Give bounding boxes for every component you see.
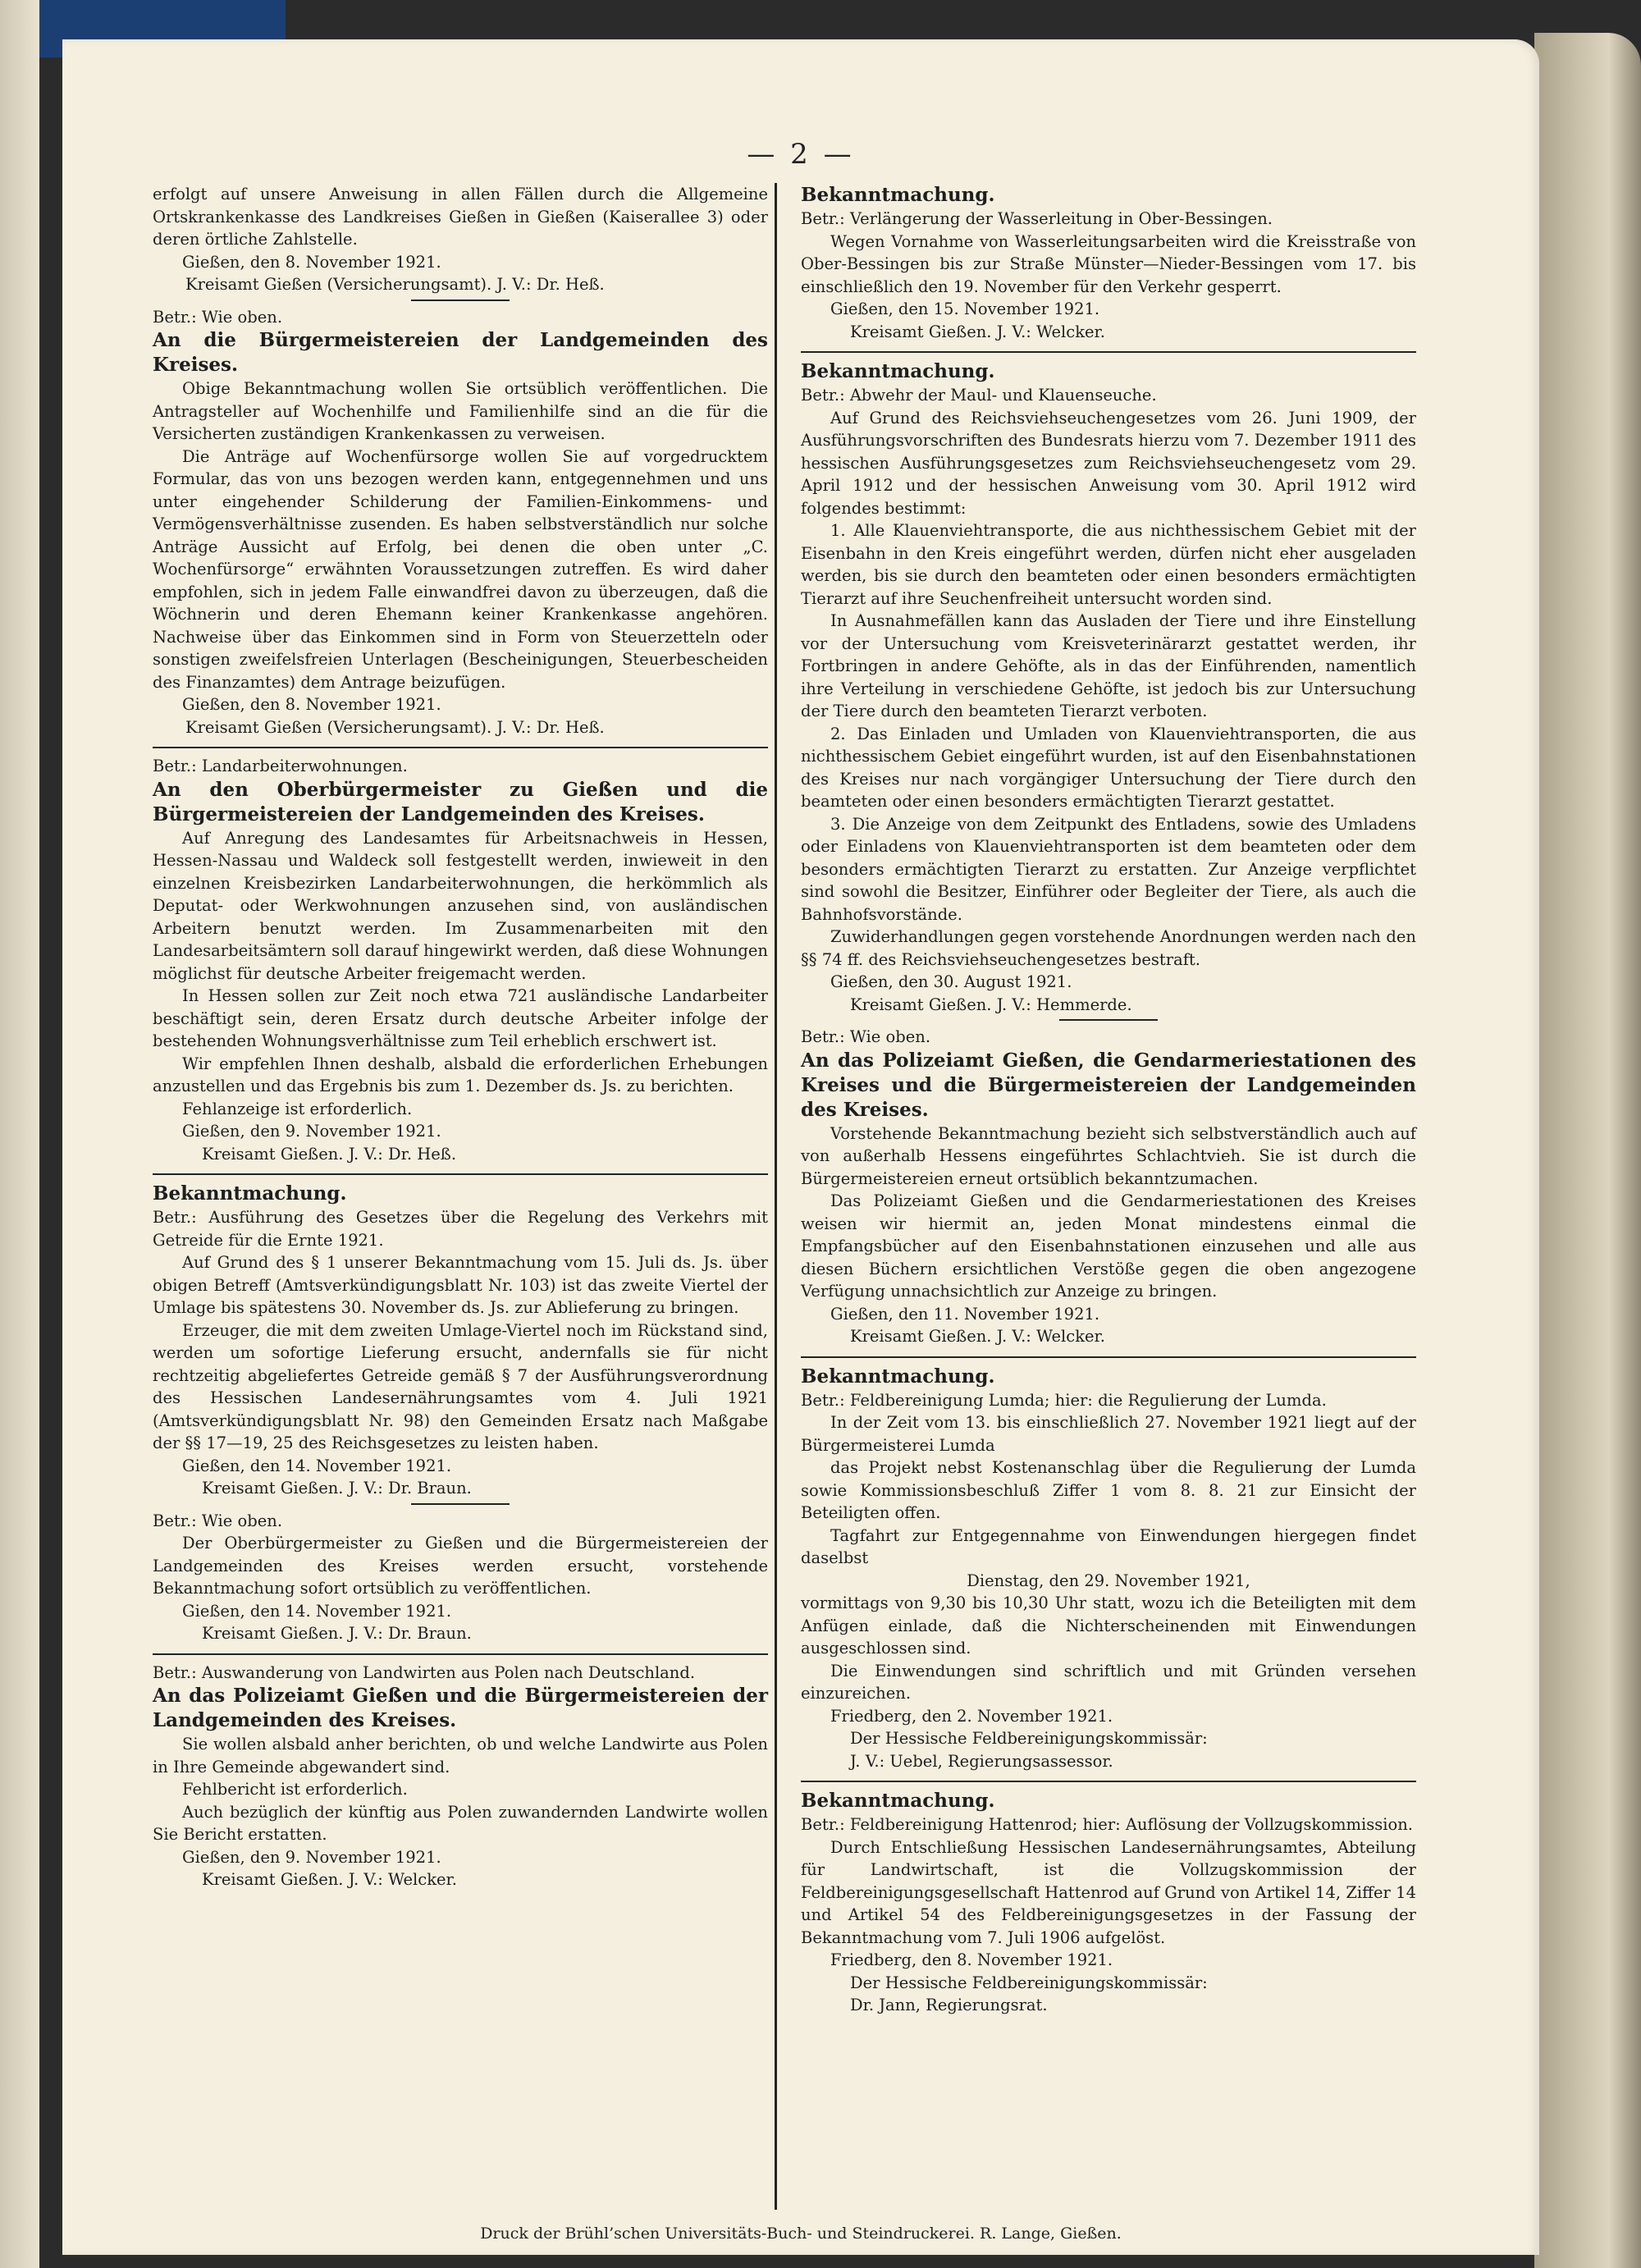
signature-line: Kreisamt Gießen. J. V.: Welcker. [850, 1327, 1105, 1346]
paragraph: Betr.: Feldbereinigung Hattenrod; hier: Auflösung der Vollzugskommission. [801, 1815, 1413, 1834]
paragraph: Auf Grund des Reichsviehseuchengesetzes vom 26. Juni 1909, der Ausführungsvorschriften des Bundesrats hierzu vom 7. Dezember 1911 des hessischen Ausführungsgesetzes zum Reichsviehseuchengesetz vom 29. April 1912 und der hessischen Anweisung vom 30. April 1912 wird folgendes bestimmt: [801, 408, 1416, 518]
paragraph: In der Zeit vom 13. bis einschließlich 27. November 1921 liegt auf der Bürgermeisterei Lumda [801, 1413, 1416, 1455]
paragraph: Betr.: Landarbeiterwohnungen. [153, 757, 408, 775]
section-heading: Bekanntmachung. [801, 1790, 995, 1812]
right-column [801, 183, 1416, 2017]
paragraph: Gießen, den 8. November 1921. [182, 695, 441, 714]
section-rule [801, 1781, 1416, 1782]
signature-line: J. V.: Uebel, Regierungsassessor. [850, 1751, 1113, 1771]
section-rule [801, 1356, 1416, 1358]
left-column [153, 183, 768, 1891]
paragraph: Fehlanzeige ist erforderlich. [182, 1099, 413, 1118]
paragraph: 3. Die Anzeige von dem Zeitpunkt des Entladens, sowie des Umladens oder Einladens von Klauenviehtransporten ist dem beamteten oder dem besonders ermächtigten Tierarzt zu erstatten. Zur Anzeige verpflichtet sind sowohl die Besitzer, Einführer oder Begleiter der Tiere, als auch die Bahnhofsvorstände. [801, 814, 1416, 924]
paragraph: Gießen, den 14. November 1921. [182, 1456, 452, 1475]
signature-line: Kreisamt Gießen. J. V.: Welcker. [202, 1870, 457, 1889]
paragraph: Gießen, den 11. November 1921. [830, 1304, 1100, 1324]
section-heading: Bekanntmachung. [153, 1182, 347, 1205]
paragraph: Betr.: Verlängerung der Wasserleitung in Ober-Bessingen. [801, 209, 1273, 228]
section-heading: An die Bürgermeistereien der Landgemeinden des Kreises. [153, 329, 768, 376]
paragraph: Wegen Vornahme von Wasserleitungsarbeiten wird die Kreisstraße von Ober-Bessingen bis zur Straße Münster—Nieder-Bessingen vom 17. bis einschließlich den 19. November für den Verkehr gesperrt. [801, 231, 1416, 296]
paragraph: Gießen, den 15. November 1921. [830, 300, 1100, 318]
signature-line: Kreisamt Gießen (Versicherungsamt). J. V.: Dr. Heß. [185, 275, 605, 294]
paragraph: erfolgt auf unsere Anweisung in allen Fällen durch die Allgemeine Ortskrankenkasse des Landkreises Gießen in Gießen (Kaiserallee 3) oder deren örtliche Zahlstelle. [153, 185, 768, 249]
paragraph: Zuwiderhandlungen gegen vorstehende Anordnungen werden nach den §§ 74 ff. des Reichsviehseuchengesetzes bestraft. [801, 927, 1416, 969]
page-number: — 2 — [747, 138, 855, 171]
signature-line: Kreisamt Gießen. J. V.: Welcker. [850, 322, 1105, 341]
section-heading: An das Polizeiamt Gießen, die Gendarmeriestationen des Kreises und die Bürgermeistereien der Landgemeinden des Kreises. [801, 1049, 1416, 1121]
paragraph: In Hessen sollen zur Zeit noch etwa 721 ausländische Landarbeiter beschäftigt sein, deren Ersatz durch deutsche Arbeiter infolge der bestehenden Wohnungsverhältnisse zum Teil erheblich erschwert ist. [153, 986, 768, 1050]
paragraph: das Projekt nebst Kostenanschlag über die Regulierung der Lumda sowie Kommissionsbeschluß Ziffer 1 vom 8. 8. 21 zur Einsicht der Beteiligten offen. [801, 1458, 1416, 1522]
section-heading: Bekanntmachung. [801, 360, 995, 382]
paragraph: Betr.: Wie oben. [153, 307, 283, 327]
section-heading: Bekanntmachung. [801, 1365, 995, 1388]
section-heading: An das Polizeiamt Gießen und die Bürgermeistereien der Landgemeinden des Kreises. [153, 1685, 768, 1731]
paragraph: Betr.: Auswanderung von Landwirten aus Polen nach Deutschland. [153, 1662, 696, 1682]
signature-line: Der Hessische Feldbereinigungskommissär: [850, 1973, 1208, 1992]
paragraph: Auf Anregung des Landesamtes für Arbeitsnachweis in Hessen, Hessen-Nassau und Waldeck soll festgestellt werden, inwieweit in den einzelnen Kreisbezirken Landarbeiterwohnungen, die herkömmlich als Deputat- oder Werkwohnungen anzusehen sind, von ausländischen Arbeitern benutzt werden. Im Zusammenarbeiten mit den Landesarbeitsämtern soll darauf hingewirkt werden, daß diese Wohnungen möglichst für deutsche Arbeiter freigemacht werden. [153, 828, 768, 983]
paragraph: Betr.: Ausführung des Gesetzes über die Regelung des Verkehrs mit Getreide für die Ernte 1921. [153, 1208, 768, 1250]
paragraph: Vorstehende Bekanntmachung bezieht sich selbstverständlich auch auf von außerhalb Hessens eingeführtes Schlachtvieh. Sie ist durch die Bürgermeistereien erneut ortsüblich bekanntzumachen. [801, 1123, 1416, 1188]
paragraph: Friedberg, den 8. November 1921. [830, 1950, 1113, 1969]
facing-page-edge [0, 0, 39, 2268]
signature-line: Kreisamt Gießen. J. V.: Hemmerde. [850, 995, 1132, 1014]
paragraph: Gießen, den 30. August 1921. [830, 972, 1072, 991]
section-heading: Bekanntmachung. [801, 184, 995, 206]
paragraph: vormittags von 9,30 bis 10,30 Uhr statt, wozu ich die Beteiligten mit dem Anfügen einlade, daß die Nichterscheinenden mit Einwendungen ausgeschlossen sind. [801, 1594, 1416, 1658]
paragraph: Erzeuger, die mit dem zweiten Umlage-Viertel noch im Rückstand sind, werden um sofortige Lieferung ersucht, andernfalls sie für nicht rechtzeitig abgeliefertes Getreide gemäß § 7 der Ausführungsverordnung des Hessischen Landesernährungsamtes vom 4. Juli 1921 (Amtsverkündigungsblatt Nr. 98) den Gemeinden Ersatz nach Maßgabe der §§ 17—19, 25 des Reichsgesetzes zu leisten haben. [153, 1320, 768, 1452]
paragraph: Betr.: Feldbereinigung Lumda; hier: die Regulierung der Lumda. [801, 1390, 1327, 1410]
paragraph: Auch bezüglich der künftig aus Polen zuwandernden Landwirte wollen Sie Bericht erstatten. [153, 1802, 768, 1844]
short-rule [1059, 1019, 1158, 1021]
section-rule [801, 351, 1416, 353]
paragraph: Gießen, den 8. November 1921. [182, 252, 441, 272]
signature-line: Kreisamt Gießen (Versicherungsamt). J. V.: Dr. Heß. [185, 717, 605, 737]
paragraph: Fehlbericht ist erforderlich. [182, 1780, 408, 1799]
paragraph: In Ausnahmefällen kann das Ausladen der Tiere und ihre Einstellung vor der Untersuchung vom Kreisveterinärarzt gestattet werden, ihr Fortbringen in andere Gehöfte, als in das der Einführenden, namentlich ihre Verteilung in verschiedene Gehöfte, ist jedoch bis zur Untersuchung der Tiere durch den beamteten Tierarzt verboten. [801, 611, 1416, 720]
paragraph: Gießen, den 14. November 1921. [182, 1601, 452, 1621]
paragraph: Durch Entschließung Hessischen Landesernährungsamtes, Abteilung für Landwirtschaft, ist die Vollzugskommission der Feldbereinigungsgesellschaft Hattenrod auf Grund von Artikel 14, Ziffer 14 und Artikel 54 des Feldbereinigungsgesetzes in der Fassung der Bekanntmachung vom 7. Juli 1906 aufgelöst. [801, 1837, 1416, 1947]
column-divider [775, 183, 777, 2210]
signature-line: Kreisamt Gießen. J. V.: Dr. Braun. [202, 1479, 472, 1498]
section-rule [153, 747, 768, 748]
paragraph: Betr.: Abwehr der Maul- und Klauenseuche. [801, 386, 1157, 405]
signature-line: Kreisamt Gießen. J. V.: Dr. Heß. [202, 1144, 457, 1164]
paragraph: Tagfahrt zur Entgegennahme von Einwendungen hiergegen findet daselbst [801, 1525, 1416, 1567]
paragraph: 2. Das Einladen und Umladen von Klauenviehtransporten, die aus nichthessischem Gebiet eingeführt wurden, ist auf den Eisenbahnstationen des Kreises nur nach vorgängiger Untersuchung der Tiere durch den beamteten oder einen besonders ermächtigten Tierarzt gestattet. [801, 724, 1416, 811]
paragraph: 1. Alle Klauenviehtransporte, die aus nichthessischem Gebiet mit der Eisenbahn in den Kreis eingeführt werden, dürfen nicht eher ausgeladen werden, bis sie durch den beamteten oder einen besonders ermächtigten Tierarzt auf ihre Seuchenfreiheit untersucht worden sind. [801, 521, 1416, 608]
paragraph: Das Polizeiamt Gießen und die Gendarmeriestationen des Kreises weisen wir hiermit an, jeden Monat mindestens einmal die Empfangsbücher auf den Eisenbahnstationen einzusehen und alle aus diesen Büchern ersichtlichen Verstöße gegen die oben angezogene Verfügung unnachsichtlich zur Anzeige zu bringen. [801, 1191, 1416, 1301]
short-rule [411, 300, 510, 301]
paragraph: Gießen, den 9. November 1921. [182, 1122, 441, 1141]
paragraph: Obige Bekanntmachung wollen Sie ortsüblich veröffentlichen. Die Antragsteller auf Wochenhilfe und Familienhilfe sind an die für die Versicherten zuständigen Krankenkassen zu verweisen. [153, 379, 768, 443]
printer-imprint: Druck der Brühl’schen Universitäts-Buch- und Steindruckerei. R. Lange, Gießen. [480, 2225, 1122, 2243]
paragraph: Auf Grund des § 1 unserer Bekanntmachung vom 15. Juli ds. Js. über obigen Betreff (Amtsverkündigungsblatt Nr. 103) ist das zweite Viertel der Umlage bis spätestens 30. November ds. Js. zur Ablieferung zu bringen. [153, 1253, 768, 1317]
paragraph: Betr.: Wie oben. [153, 1511, 283, 1530]
paragraph: Wir empfehlen Ihnen deshalb, alsbald die erforderlichen Erhebungen anzustellen und das Ergebnis bis zum 1. Dezember ds. Js. zu berichten. [153, 1054, 768, 1095]
document-page [62, 39, 1539, 2255]
paragraph: Die Einwendungen sind schriftlich und mit Gründen versehen einzureichen. [801, 1661, 1416, 1703]
paragraph: Betr.: Wie oben. [801, 1027, 931, 1046]
paragraph: Dienstag, den 29. November 1921, [967, 1571, 1250, 1590]
paragraph: Der Oberbürgermeister zu Gießen und die Bürgermeistereien der Landgemeinden des Kreises werden ersucht, vorstehende Bekanntmachung sofort ortsüblich zu veröffentlichen. [153, 1534, 768, 1598]
signature-line: Dr. Jann, Regierungsrat. [850, 1996, 1048, 2014]
book-page-stack [1534, 33, 1641, 2268]
paragraph: Friedberg, den 2. November 1921. [830, 1706, 1113, 1726]
section-rule [153, 1653, 768, 1655]
signature-line: Der Hessische Feldbereinigungskommissär: [850, 1729, 1208, 1748]
section-heading: An den Oberbürgermeister zu Gießen und die Bürgermeistereien der Landgemeinden des Kreises. [153, 778, 768, 825]
short-rule [411, 1503, 510, 1505]
paragraph: Gießen, den 9. November 1921. [182, 1847, 441, 1867]
paragraph: Die Anträge auf Wochenfürsorge wollen Sie auf vorgedrucktem Formular, das von uns bezogen werden kann, entgegennehmen und uns unter eingehender Schilderung der Familien-Einkommens- und Vermögensverhältnisse zusenden. Es haben selbstverständlich nur solche Anträge Aussicht auf Erfolg, bei denen die oben unter „C. Wochenfürsorge“ erwähnten Voraussetzungen zutreffen. Es wird daher empfohlen, sich in jedem Falle einwandfrei davon zu überzeugen, daß die Wöchnerin und deren Ehemann keiner Krankenkasse angehören. Nachweise über das Einkommen sind in Form von Steuerzetteln oder sonstigen zweifelsfreien Unterlagen (Bescheinigungen, Steuerbescheiden des Finanzamtes) dem Antrage beizufügen. [153, 446, 768, 692]
signature-line: Kreisamt Gießen. J. V.: Dr. Braun. [202, 1624, 472, 1643]
section-rule [153, 1173, 768, 1175]
paragraph: Sie wollen alsbald anher berichten, ob und welche Landwirte aus Polen in Ihre Gemeinde abgewandert sind. [153, 1735, 768, 1776]
